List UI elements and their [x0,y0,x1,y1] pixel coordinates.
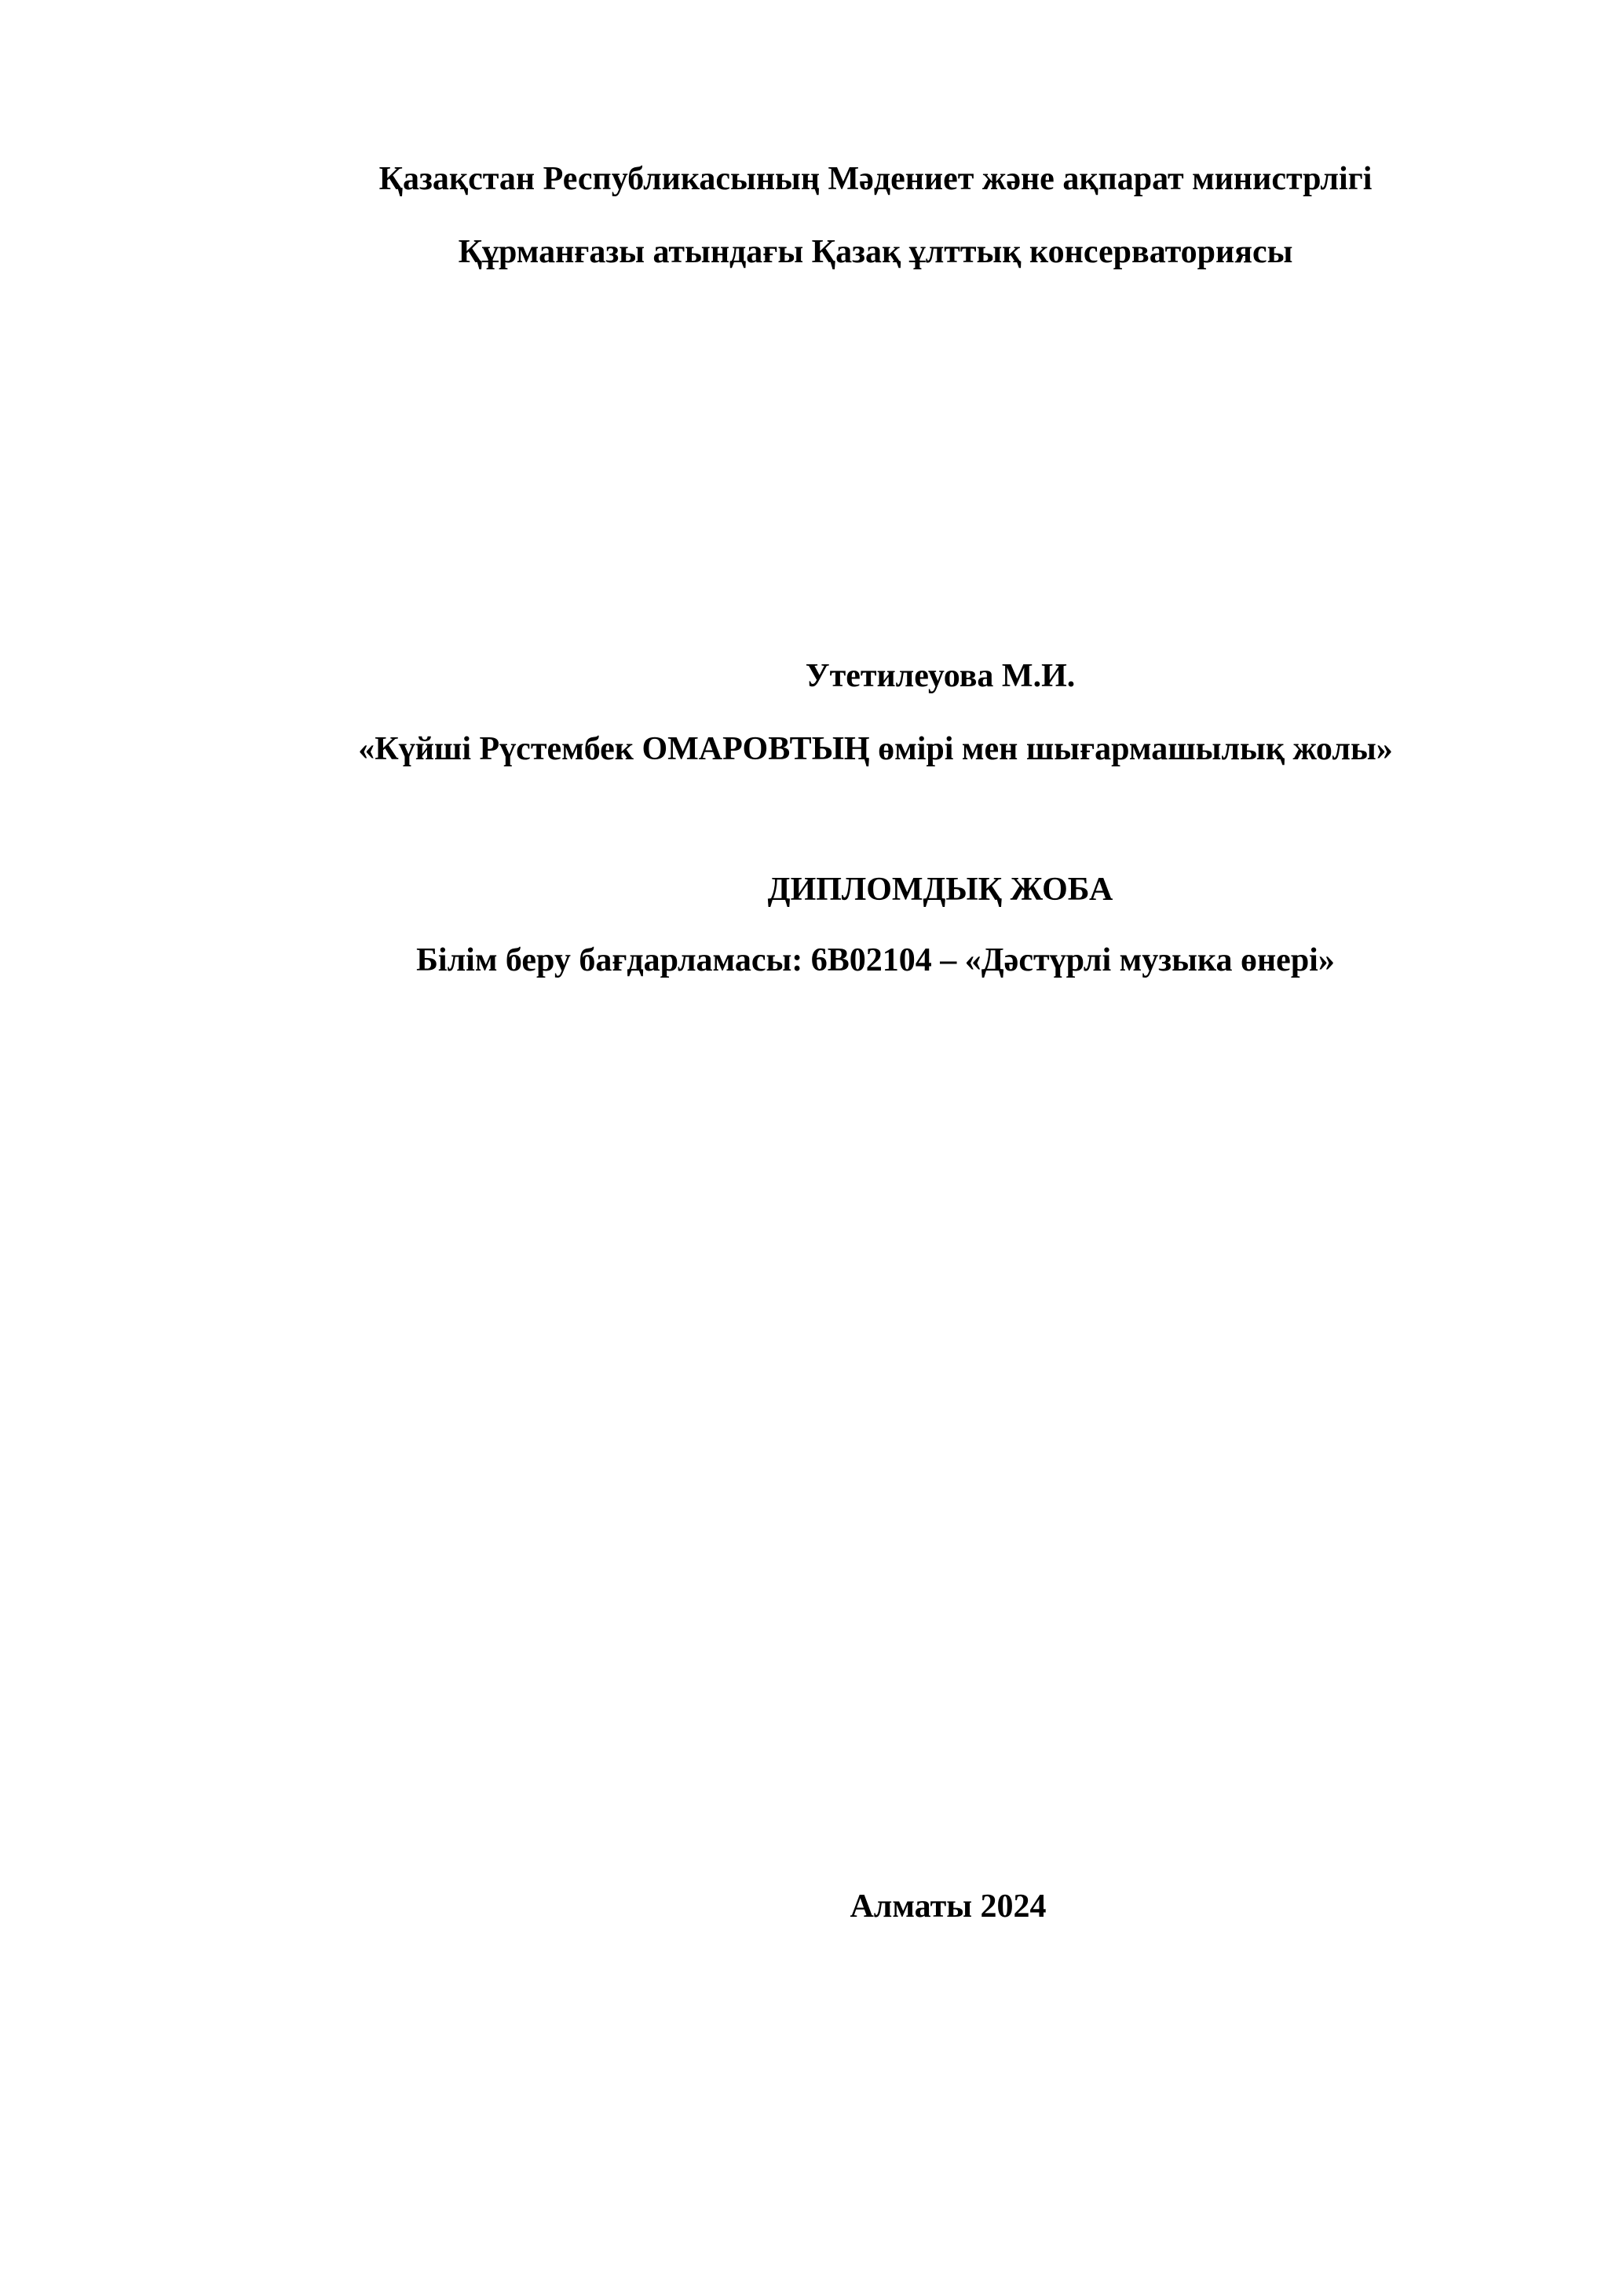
author-name: Утетилеуова М.И. [805,658,1076,694]
work-type: ДИПЛОМДЫҚ ЖОБА [767,872,1113,908]
conservatory-heading: Құрманғазы атындағы Қазақ ұлттық консерваториясы [458,234,1293,270]
education-program: Білім беру бағдарламасы: 6В02104 – «Дәстүрлі музыка өнері» [416,942,1335,978]
ministry-heading: Қазақстан Республикасының Мәдениет және ақпарат министрлігі [378,161,1373,197]
place-and-year: Алматы 2024 [850,1888,1047,1925]
thesis-title: «Күйші Рүстембек ОМАРОВТЫҢ өмірі мен шығармашылық жолы» [358,731,1393,767]
